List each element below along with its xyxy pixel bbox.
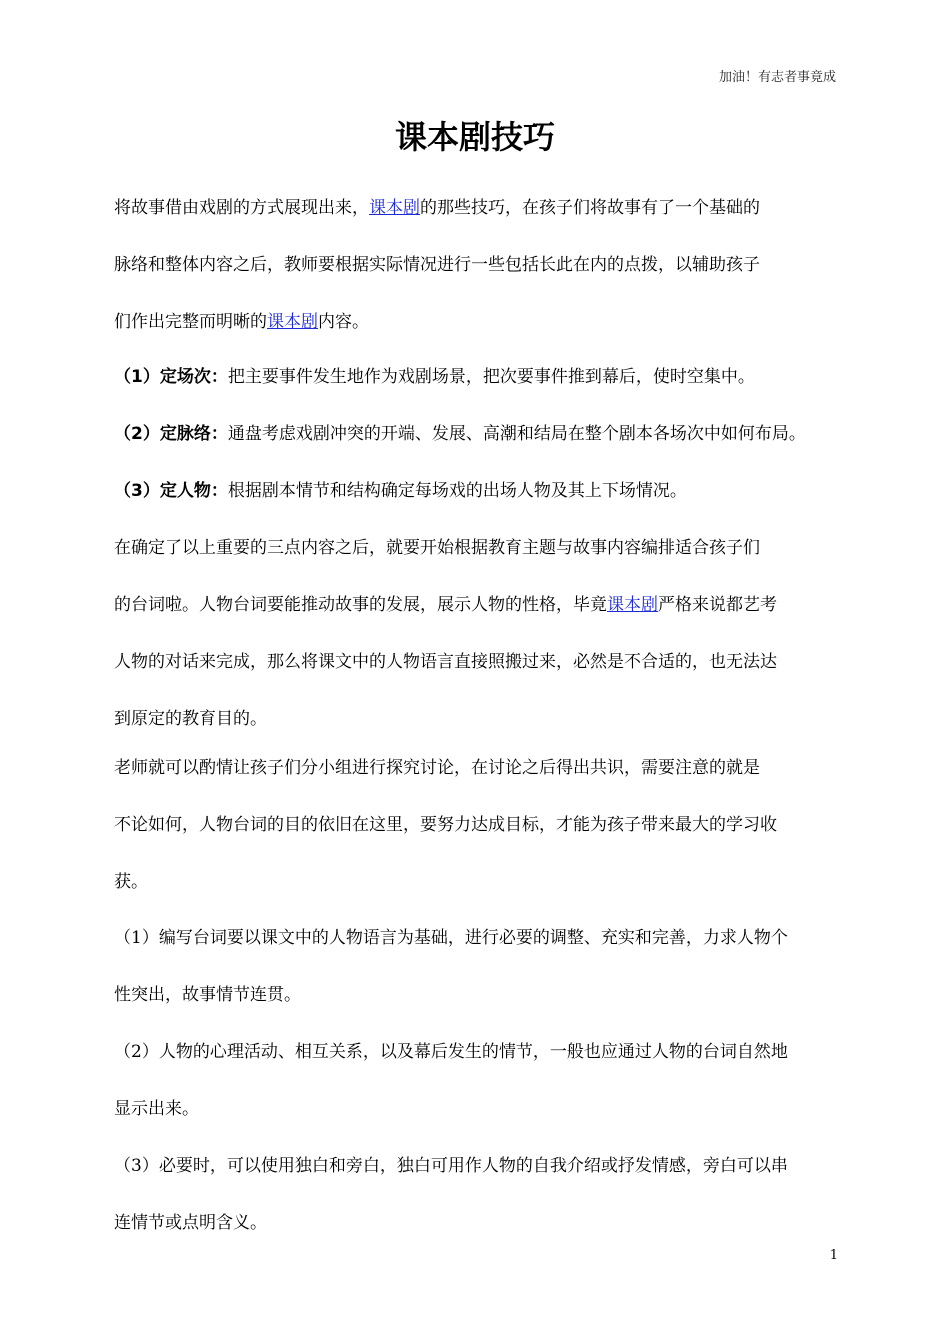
point-3 bbox=[114, 476, 687, 506]
intro-line-1: 将故事借由戏剧的方式展现出来，课本剧的那些技巧，在孩子们将故事有了一个基础的 bbox=[114, 198, 760, 218]
para3-line-3: 获。 bbox=[114, 872, 148, 892]
intro-line-3: 们作出完整而明晰的课本剧内容。 bbox=[114, 312, 369, 332]
para3-line-1: 老师就可以酌情让孩子们分小组进行探究讨论，在讨论之后得出共识，需要注意的就是 bbox=[114, 758, 760, 778]
paragraph-2 bbox=[114, 520, 844, 748]
paragraph-3 bbox=[114, 740, 844, 911]
tip-line: 性突出，故事情节连贯。 bbox=[114, 985, 301, 1005]
intro-line-2: 脉络和整体内容之后，教师要根据实际情况进行一些包括长此在内的点拨，以辅助孩子 bbox=[114, 255, 760, 275]
point-1 bbox=[114, 362, 755, 392]
kebenju-link-1[interactable]: 课本剧 bbox=[369, 198, 420, 218]
point-label: （2）定脉络： bbox=[114, 424, 228, 444]
tip-line: （1）编写台词要以课文中的人物语言为基础，进行必要的调整、充实和完善，力求人物个 bbox=[114, 928, 788, 948]
tip-line: （2）人物的心理活动、相互关系，以及幕后发生的情节，一般也应通过人物的台词自然地 bbox=[114, 1042, 788, 1062]
kebenju-link-2[interactable]: 课本剧 bbox=[267, 312, 318, 332]
para2-line-1: 在确定了以上重要的三点内容之后，就要开始根据教育主题与故事内容编排适合孩子们 bbox=[114, 538, 760, 558]
point-2 bbox=[114, 419, 806, 449]
page-number: 1 bbox=[829, 1248, 838, 1263]
point-text: 通盘考虑戏剧冲突的开端、发展、高潮和结局在整个剧本各场次中如何布局。 bbox=[227, 424, 806, 444]
tip-line: （3）必要时，可以使用独白和旁白，独白可用作人物的自我介绍或抒发情感，旁白可以串 bbox=[114, 1156, 788, 1176]
para2-line-2: 的台词啦。人物台词要能推动故事的发展，展示人物的性格，毕竟课本剧严格来说都艺考 bbox=[114, 595, 777, 615]
point-text: 根据剧本情节和结构确定每场戏的出场人物及其上下场情况。 bbox=[227, 481, 687, 501]
tip-1 bbox=[114, 910, 844, 1024]
tip-2 bbox=[114, 1024, 844, 1138]
kebenju-link-3[interactable]: 课本剧 bbox=[607, 595, 658, 615]
page-header: 加油！有志者事竟成 bbox=[718, 70, 836, 85]
point-label: （1）定场次： bbox=[114, 367, 228, 387]
para2-line-4: 到原定的教育目的。 bbox=[114, 709, 267, 729]
tip-line: 连情节或点明含义。 bbox=[114, 1213, 267, 1233]
point-text: 把主要事件发生地作为戏剧场景，把次要事件推到幕后，使时空集中。 bbox=[227, 367, 755, 387]
tip-3 bbox=[114, 1138, 844, 1252]
intro-paragraph bbox=[114, 180, 844, 351]
para2-line-3: 人物的对话来完成，那么将课文中的人物语言直接照搬过来，必然是不合适的，也无法达 bbox=[114, 652, 777, 672]
point-label: （3）定人物： bbox=[114, 481, 228, 501]
page-title: 课本剧技巧 bbox=[394, 118, 555, 156]
para3-line-2: 不论如何，人物台词的目的依旧在这里，要努力达成目标，才能为孩子带来最大的学习收 bbox=[114, 815, 777, 835]
tip-line: 显示出来。 bbox=[114, 1099, 199, 1119]
